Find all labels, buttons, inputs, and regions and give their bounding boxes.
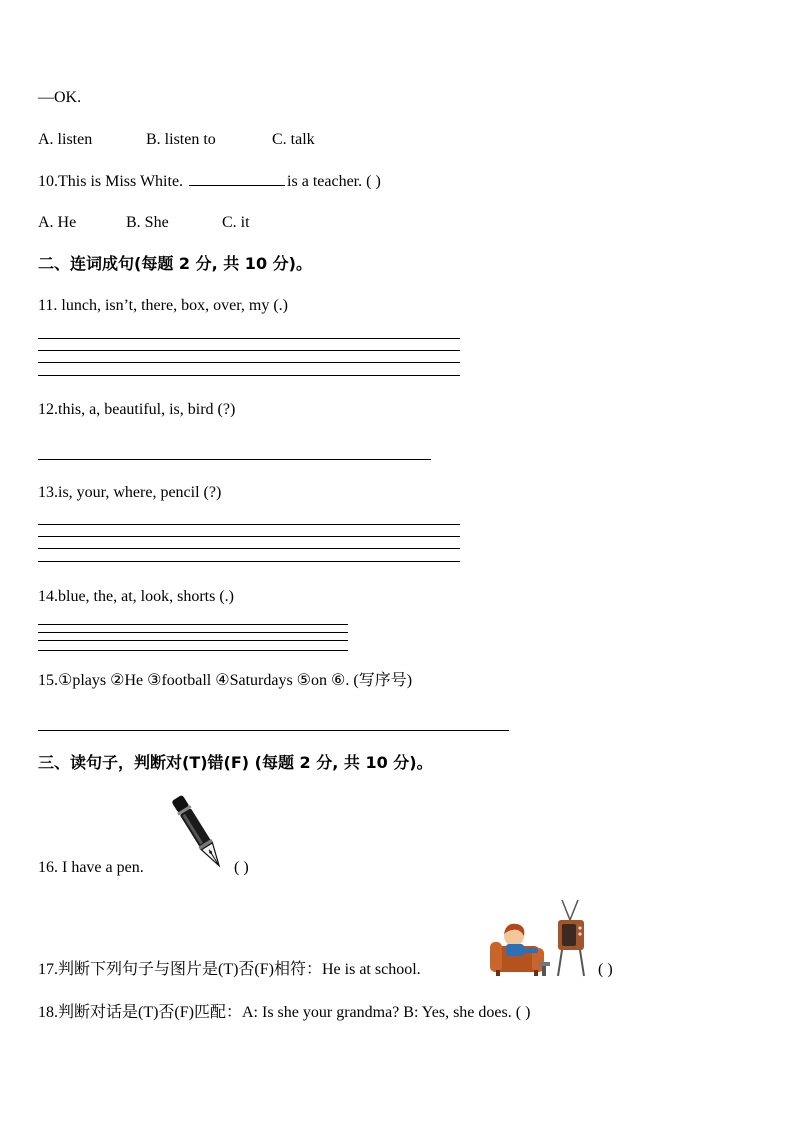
q15-answer-line[interactable] bbox=[38, 730, 509, 731]
q9-option-b: B. listen to bbox=[146, 131, 216, 148]
pen-icon bbox=[164, 790, 232, 876]
q13-answer-line-1[interactable] bbox=[38, 524, 460, 525]
q13-answer-line-2[interactable] bbox=[38, 536, 460, 537]
q11-answer-line-4[interactable] bbox=[38, 375, 460, 376]
q14-answer-line-4[interactable] bbox=[38, 650, 348, 651]
q10-option-b: B. She bbox=[126, 214, 169, 231]
q9-answer-line: —OK. bbox=[38, 89, 82, 106]
q16-text: 16. I have a pen. bbox=[38, 859, 144, 876]
section2-heading: 二、连词成句(每题 2 分, 共 10 分)。 bbox=[38, 254, 312, 273]
q10-option-a: A. He bbox=[38, 214, 77, 231]
q14-answer-line-2[interactable] bbox=[38, 632, 348, 633]
boy-watching-tv-image bbox=[490, 898, 594, 978]
q9-option-a: A. listen bbox=[38, 131, 93, 148]
q17-answer-paren[interactable]: ( ) bbox=[598, 961, 613, 978]
q10-text-before: 10.This is Miss White. bbox=[38, 173, 184, 190]
q11-answer-line-1[interactable] bbox=[38, 338, 460, 339]
q14-answer-line-3[interactable] bbox=[38, 640, 348, 641]
q14-answer-line-1[interactable] bbox=[38, 624, 348, 625]
q13-answer-line-3[interactable] bbox=[38, 548, 460, 549]
q10-blank[interactable] bbox=[189, 171, 285, 186]
q14-text: 14.blue, the, at, look, shorts (.) bbox=[38, 588, 234, 605]
q16-answer-paren[interactable]: ( ) bbox=[234, 859, 249, 876]
q18-text: 18.判断对话是(T)否(F)匹配：A: Is she your grandma? B: Yes, she does. ( ) bbox=[38, 1004, 531, 1021]
section3-heading: 三、读句子，判断对(T)错(F) (每题 2 分, 共 10 分)。 bbox=[38, 753, 433, 772]
q15-text: 15.①plays ②He ③football ④Saturdays ⑤on ⑥. (写序号) bbox=[38, 672, 413, 689]
q11-text: 11. lunch, isn’t, there, box, over, my (.) bbox=[38, 297, 288, 314]
q12-text: 12.this, a, beautiful, is, bird (?) bbox=[38, 401, 236, 418]
q11-answer-line-3[interactable] bbox=[38, 362, 460, 363]
q11-answer-line-2[interactable] bbox=[38, 350, 460, 351]
q12-answer-line[interactable] bbox=[38, 459, 431, 460]
q9-option-c: C. talk bbox=[272, 131, 315, 148]
q10-text-after: is a teacher. ( ) bbox=[287, 173, 381, 190]
q13-answer-line-4[interactable] bbox=[38, 561, 460, 562]
q13-text: 13.is, your, where, pencil (?) bbox=[38, 484, 222, 501]
q10-option-c: C. it bbox=[222, 214, 250, 231]
q17-text: 17.判断下列句子与图片是(T)否(F)相符：He is at school. bbox=[38, 961, 421, 978]
q10-text bbox=[38, 171, 381, 192]
